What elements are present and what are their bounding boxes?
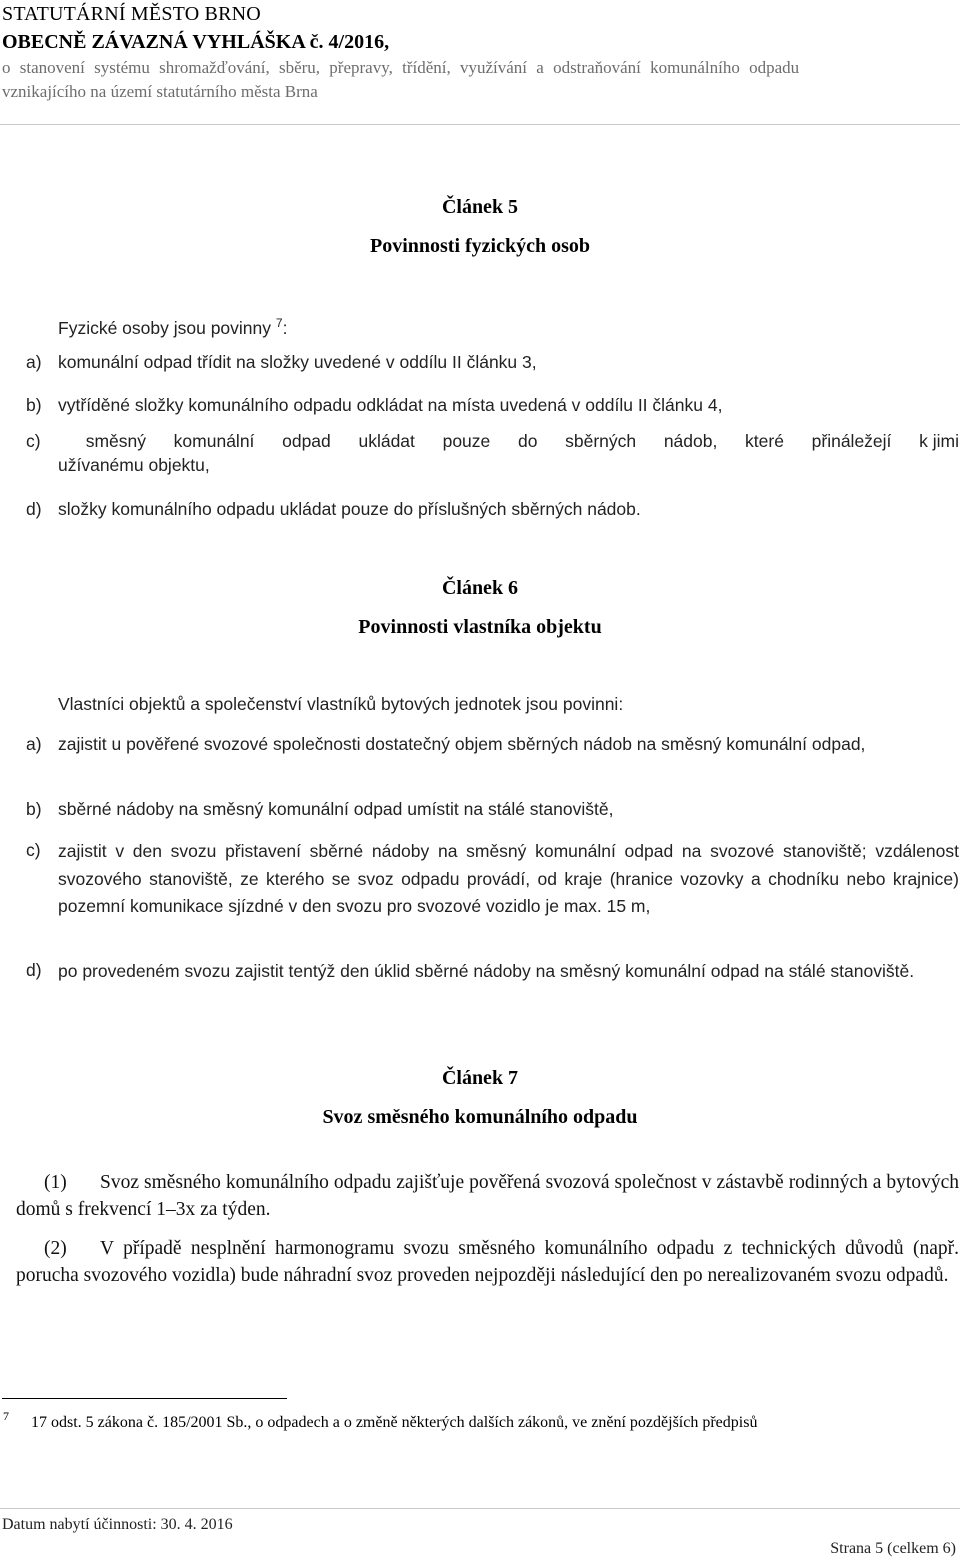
footnote-ref: 7 [275, 316, 283, 330]
article7-title: Svoz směsného komunálního odpadu [322, 1106, 638, 1128]
header-subtitle-line1: o stanovení systému shromažďování, sběru, přepravy, třídění, využívání a odstraňování komunálního odpadu [2, 58, 800, 77]
footer-effective-date: Datum nabytí účinnosti: 30. 4. 2016 [2, 1516, 233, 1533]
article7-paragraph-2: (2) V případě nesplnění harmonogramu svozu směsného komunálního odpadu z technických důvodů (např. porucha svozového vozidla) bude náhradní svoz proveden nejpozději následující den po nerealizovaném svozu odpadů. [16, 1238, 959, 1286]
header-city: STATUTÁRNÍ MĚSTO BRNO [2, 3, 261, 25]
article6-title: Povinnosti vlastníka objektu [358, 616, 602, 638]
article7-paragraph-1: (1) Svoz směsného komunálního odpadu zajišťuje pověřená svozová společnost v zástavbě rodinných a bytových domů s frekvencí 1–3x za týden. [16, 1172, 959, 1220]
article5-item-c: c) směsný komunální odpad ukládat pouze do sběrných nádob, které přináležejí k jimi užívanému objektu, [26, 431, 959, 475]
article6-item-b: b) sběrné nádoby na směsný komunální odpad umístit na stálé stanoviště, [26, 799, 614, 819]
footer-page-number: Strana 5 (celkem 6) [830, 1540, 956, 1557]
article6-item-d: d) po provedeném svozu zajistit tentýž den úklid sběrné nádoby na směsný komunální odpad na stálé stanoviště. [26, 960, 915, 981]
header-decree: OBECNĚ ZÁVAZNÁ VYHLÁŠKA č. 4/2016, [2, 31, 390, 53]
article5-number: Článek 5 [441, 196, 519, 218]
article6-number: Článek 6 [441, 577, 519, 599]
footnote-divider [2, 1398, 287, 1399]
article6-item-c: c) zajistit v den svozu přistavení sběrné nádoby na směsný komunální odpad na svozové stanoviště; vzdálenost svozového stanoviště, ze kterého se svoz odpadu provádí, od kraje (hranice vozovky a chodníku nebo krajnice) pozemní komunikace sjízdné v den svozu pro svozové vozidlo je max. 15 m, [26, 840, 959, 916]
article5-item-b: b) vytříděné složky komunálního odpadu odkládat na místa uvedená v oddílu II článku 4, [26, 395, 723, 415]
article6-intro: Vlastníci objektů a společenství vlastníků bytových jednotek jsou povinni: [58, 694, 624, 714]
article6-item-a: a) zajistit u pověřené svozové společnosti dostatečný objem sběrných nádob na směsný komunální odpad, [26, 734, 866, 754]
header-divider [0, 124, 960, 125]
article7-number: Článek 7 [441, 1067, 519, 1089]
header-subtitle-line2: vznikajícího na území statutárního města Brna [2, 82, 318, 101]
article5-title: Povinnosti fyzických osob [369, 235, 591, 257]
article5-item-d: d) složky komunálního odpadu ukládat pouze do příslušných sběrných nádob. [26, 499, 641, 519]
article5-item-a: a) komunální odpad třídit na složky uvedené v oddílu II článku 3, [26, 352, 537, 372]
footer-divider [0, 1508, 960, 1509]
footnote-mark: 7 [3, 1409, 9, 1423]
footnote-text: 17 odst. 5 zákona č. 185/2001 Sb., o odpadech a o změně některých dalších zákonů, ve znění pozdějších předpisů [31, 1414, 758, 1431]
article5-intro: Fyzické osoby jsou povinny $^7$: [58, 316, 288, 338]
